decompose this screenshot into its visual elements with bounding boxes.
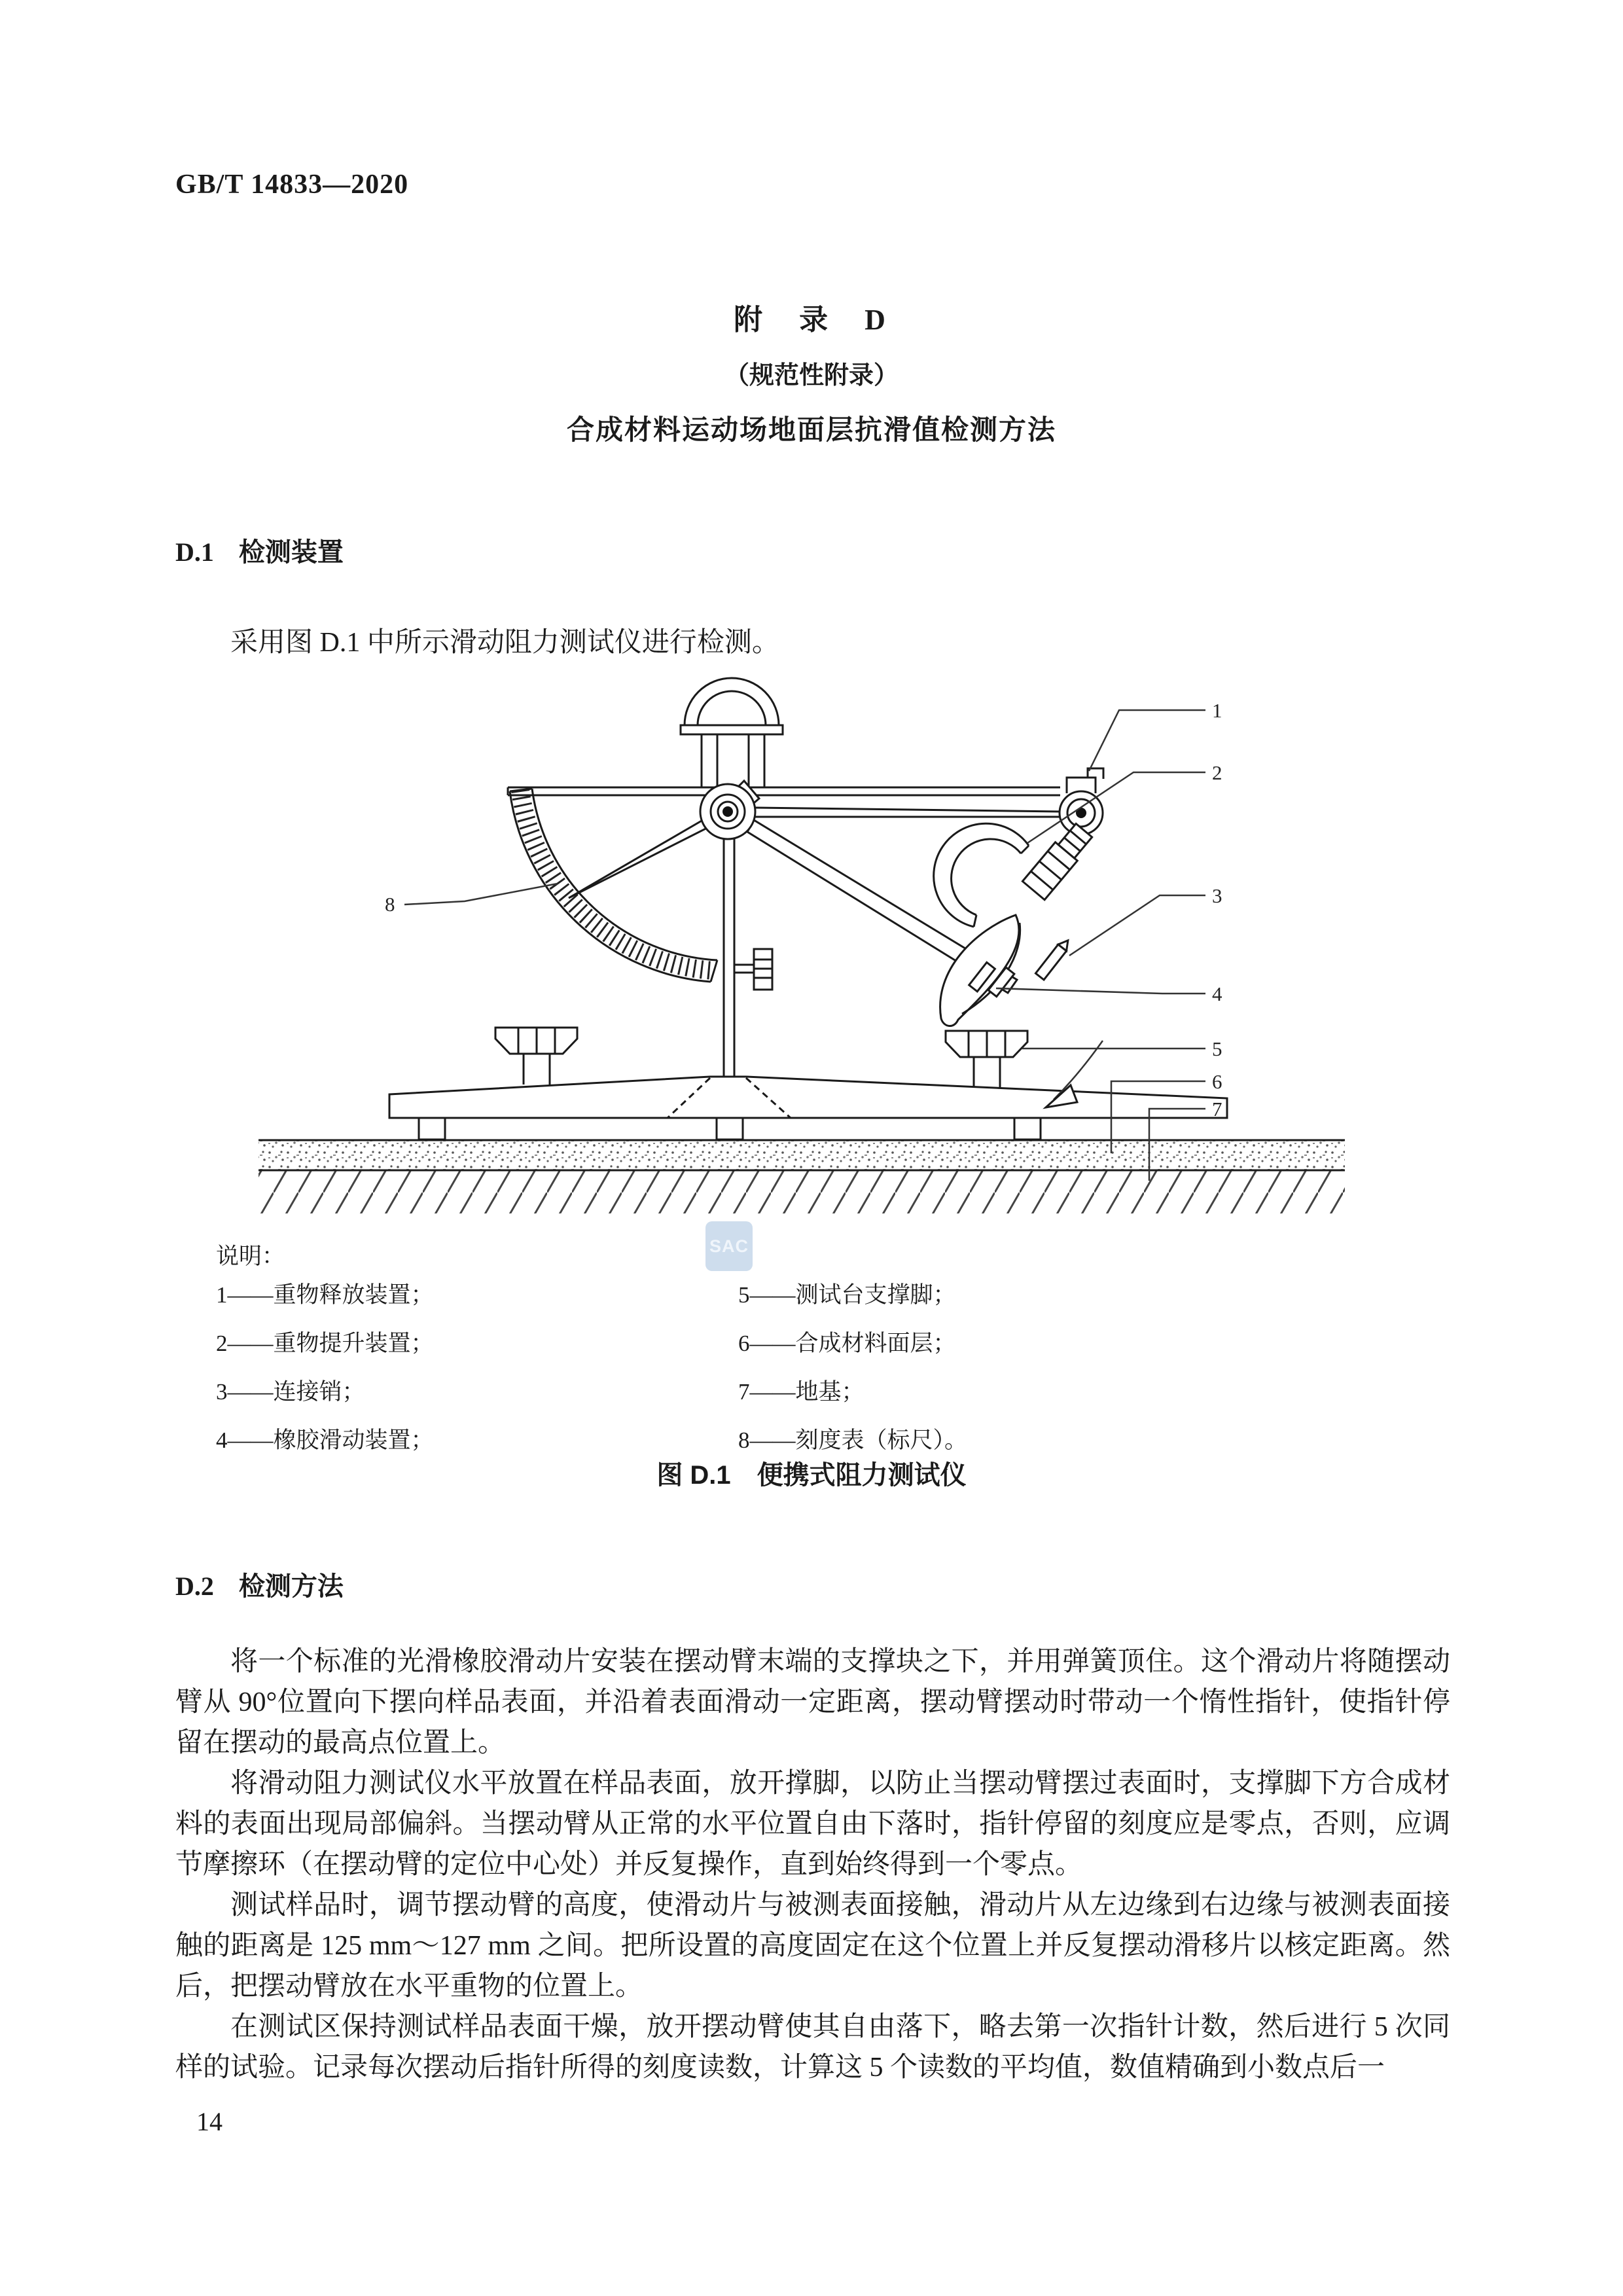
callout-1-leader [1089,710,1205,771]
leveling-foot-left [495,1028,577,1085]
paragraph-1: 将一个标准的光滑橡胶滑动片安装在摆动臂末端的支撑块之下，并用弹簧顶住。这个滑动片将随摆动臂从 90°位置向下摆向样品表面，并沿着表面滑动一定距离，摆动臂摆动时带动一个惰性指针，使指针停留在摆动的最高点位置上。 [175,1647,1450,1758]
legend-item-5: 5——测试台支撑脚； [738,1282,956,1308]
section-title-d2: 检测方法 [238,1572,344,1601]
section-heading-d2 [175,1566,344,1603]
ground-hatch [259,1170,1345,1213]
callout-2-leader [1027,772,1205,843]
callout-4-label: 4 [1212,982,1222,1005]
appendix-title: 附 录 D [734,304,889,336]
callout-6-label: 6 [1212,1070,1222,1093]
appendix-subtitle: （规范性附录） [724,362,899,389]
callout-3-label: 3 [1212,884,1222,907]
callout-7-label: 7 [1212,1098,1222,1121]
top-bar [508,787,1060,795]
page-number: 14 [196,2107,223,2136]
legend-item-6: 6——合成材料面层； [738,1331,956,1356]
section-number-d1: D.1 [175,537,214,567]
figure-caption: 图 D.1 便携式阻力测试仪 [656,1461,967,1490]
section-d2-body [175,1641,1450,2088]
callout-2-label: 2 [1212,761,1222,784]
callout-1-label: 1 [1212,699,1222,722]
legend-item-7: 7——地基； [738,1379,865,1405]
surface-layer [259,1140,1345,1170]
legend-item-8: 8——刻度表（标尺）。 [738,1427,968,1453]
base-plate [389,1077,1227,1139]
legend-item-2: 2——重物提升装置； [216,1331,434,1356]
scale-quadrant [510,789,717,982]
lifting-hook [934,823,1029,927]
sac-watermark: SAC [705,1221,753,1271]
paragraph-4: 在测试区保持测试样品表面干燥，放开摆动臂使其自由落下，略去第一次指针计数，然后进行 5 次同样的试验。记录每次摆动后指针所得的刻度读数，计算这 5 个读数的平均值，数值精确到小数点后一 [175,2012,1450,2083]
carry-handle [681,678,783,787]
knurled-adjuster [1022,821,1095,900]
callout-4-leader [996,988,1205,994]
paragraph-2: 将滑动阻力测试仪水平放置在样品表面，放开撑脚，以防止当摆动臂摆过表面时，支撑脚下方合成材料的表面出现局部偏斜。当摆动臂从正常的水平位置自由下落时，指针停留的刻度应是零点，否则，应调节摩擦环（在摆动臂的定位中心处）并反复操作，直到始终得到一个零点。 [175,1768,1450,1880]
callout-5-label: 5 [1212,1037,1222,1060]
pivot-assembly [700,784,755,839]
legend-item-4: 4——橡胶滑动装置； [216,1427,434,1453]
section-d1-intro: 采用图 D.1 中所示滑动阻力测试仪进行检测。 [230,628,779,658]
standard-number-header: GB/T 14833—2020 [175,170,409,200]
callout-8-leader [404,884,558,905]
section-title-d1: 检测装置 [238,538,344,567]
legend-label: 说明： [216,1244,285,1269]
support-column [724,838,734,1077]
section-number-d2: D.2 [175,1571,214,1601]
appendix-name: 合成材料运动场地面层抗滑值检测方法 [566,416,1056,446]
link-rod [755,808,1060,817]
callout-3-leader [1069,895,1205,956]
legend-item-1: 1——重物释放装置； [216,1282,434,1308]
connection-pin [1035,937,1072,980]
legend-right-column [738,1271,967,1465]
callout-8-label: 8 [385,893,395,916]
figure-d1-diagram [249,674,1348,1217]
section-heading-d1 [175,531,344,569]
paragraph-3: 测试样品时，调节摆动臂的高度，使滑动片与被测表面接触，滑动片从左边缘到右边缘与被测表面接触的距离是 125 mm～127 mm 之间。把所设置的高度固定在这个位置上并反复摆动滑移片以核定距离。然后，把摆动臂放在水平重物的位置上。 [175,1890,1450,2001]
legend-item-3: 3——连接销； [216,1379,365,1405]
leveling-foot-right [946,1031,1027,1088]
release-pulley [1060,768,1103,834]
height-adjust-knob [734,949,772,990]
legend-left-column [216,1271,434,1465]
